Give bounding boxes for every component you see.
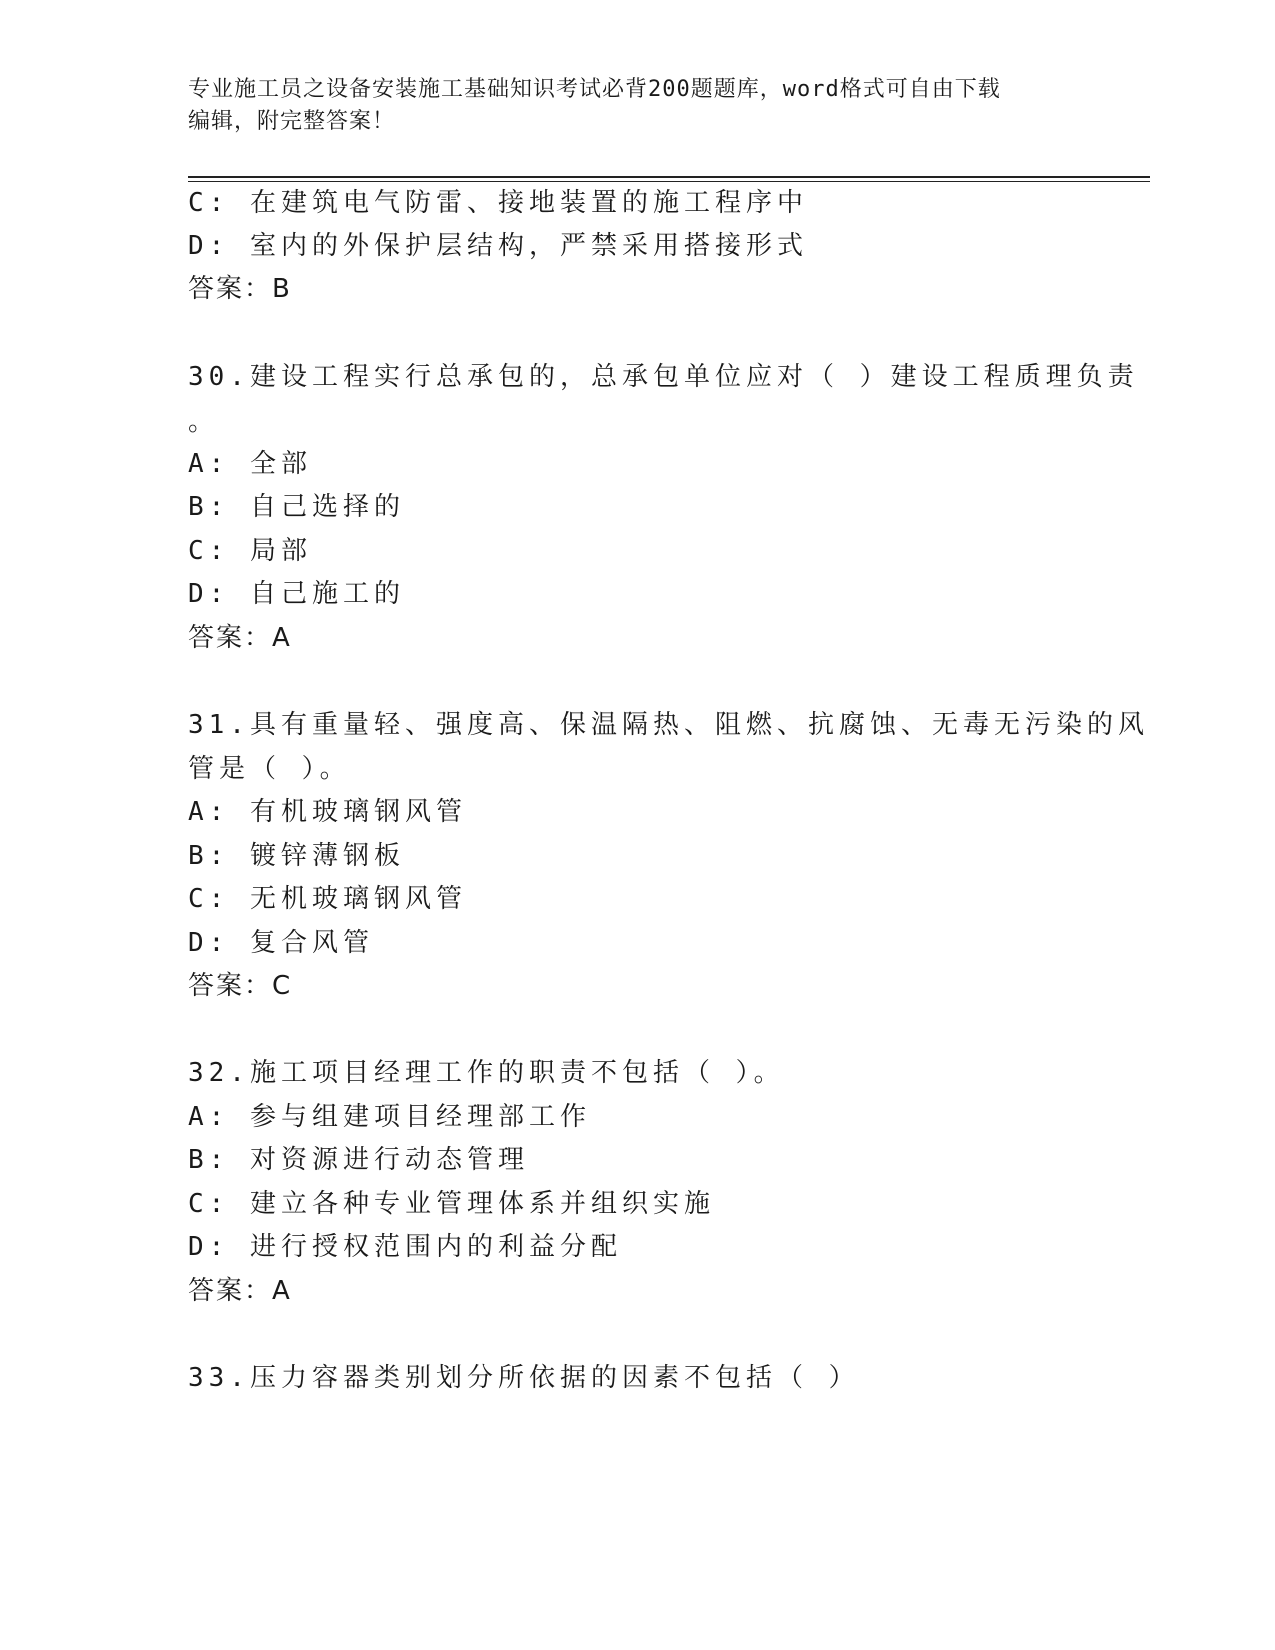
q31-stem-line-1: 31.具有重量轻、强度高、保温隔热、阻燃、抗腐蚀、无毒无污染的风 xyxy=(188,710,1149,740)
header-rule-thin xyxy=(188,181,1150,182)
q30-option-c: C: 局部 xyxy=(188,536,312,566)
q32-stem-line-1: 32.施工项目经理工作的职责不包括（ ）。 xyxy=(188,1058,785,1088)
header-rule-thick xyxy=(188,176,1150,178)
q30-stem-line-2: 。 xyxy=(188,407,220,437)
header-line-1: 专业施工员之设备安装施工基础知识考试必背200题题库，word格式可自由下载 xyxy=(188,77,1001,102)
document-header xyxy=(188,74,1068,138)
q30-stem-line-1: 30.建设工程实行总承包的，总承包单位应对（ ）建设工程质理负责 xyxy=(188,362,1139,392)
q29-answer: 答案：B xyxy=(188,274,292,304)
q31-option-b: B: 镀锌薄钢板 xyxy=(188,841,405,871)
q29-option-d: D: 室内的外保护层结构，严禁采用搭接形式 xyxy=(188,231,808,261)
q32-option-c: C: 建立各种专业管理体系并组织实施 xyxy=(188,1189,715,1219)
q31-option-c: C: 无机玻璃钢风管 xyxy=(188,884,467,914)
q33-stem-line-1: 33.压力容器类别划分所依据的因素不包括（ ） xyxy=(188,1363,860,1393)
q30-option-d: D: 自己施工的 xyxy=(188,579,405,609)
q32-option-b: B: 对资源进行动态管理 xyxy=(188,1145,529,1175)
q31-option-d: D: 复合风管 xyxy=(188,928,374,958)
q30-option-a: A: 全部 xyxy=(188,449,312,479)
q31-stem-line-2: 管是（ ）。 xyxy=(188,754,351,784)
q32-option-a: A: 参与组建项目经理部工作 xyxy=(188,1102,591,1132)
q32-option-d: D: 进行授权范围内的利益分配 xyxy=(188,1232,622,1262)
q32-answer: 答案：A xyxy=(188,1276,292,1306)
q31-answer: 答案：C xyxy=(188,971,293,1001)
header-line-2: 编辑，附完整答案！ xyxy=(188,109,396,134)
q29-option-c: C: 在建筑电气防雷、接地装置的施工程序中 xyxy=(188,188,808,218)
q31-option-a: A: 有机玻璃钢风管 xyxy=(188,797,467,827)
q30-answer: 答案：A xyxy=(188,623,292,653)
q30-option-b: B: 自己选择的 xyxy=(188,492,405,522)
